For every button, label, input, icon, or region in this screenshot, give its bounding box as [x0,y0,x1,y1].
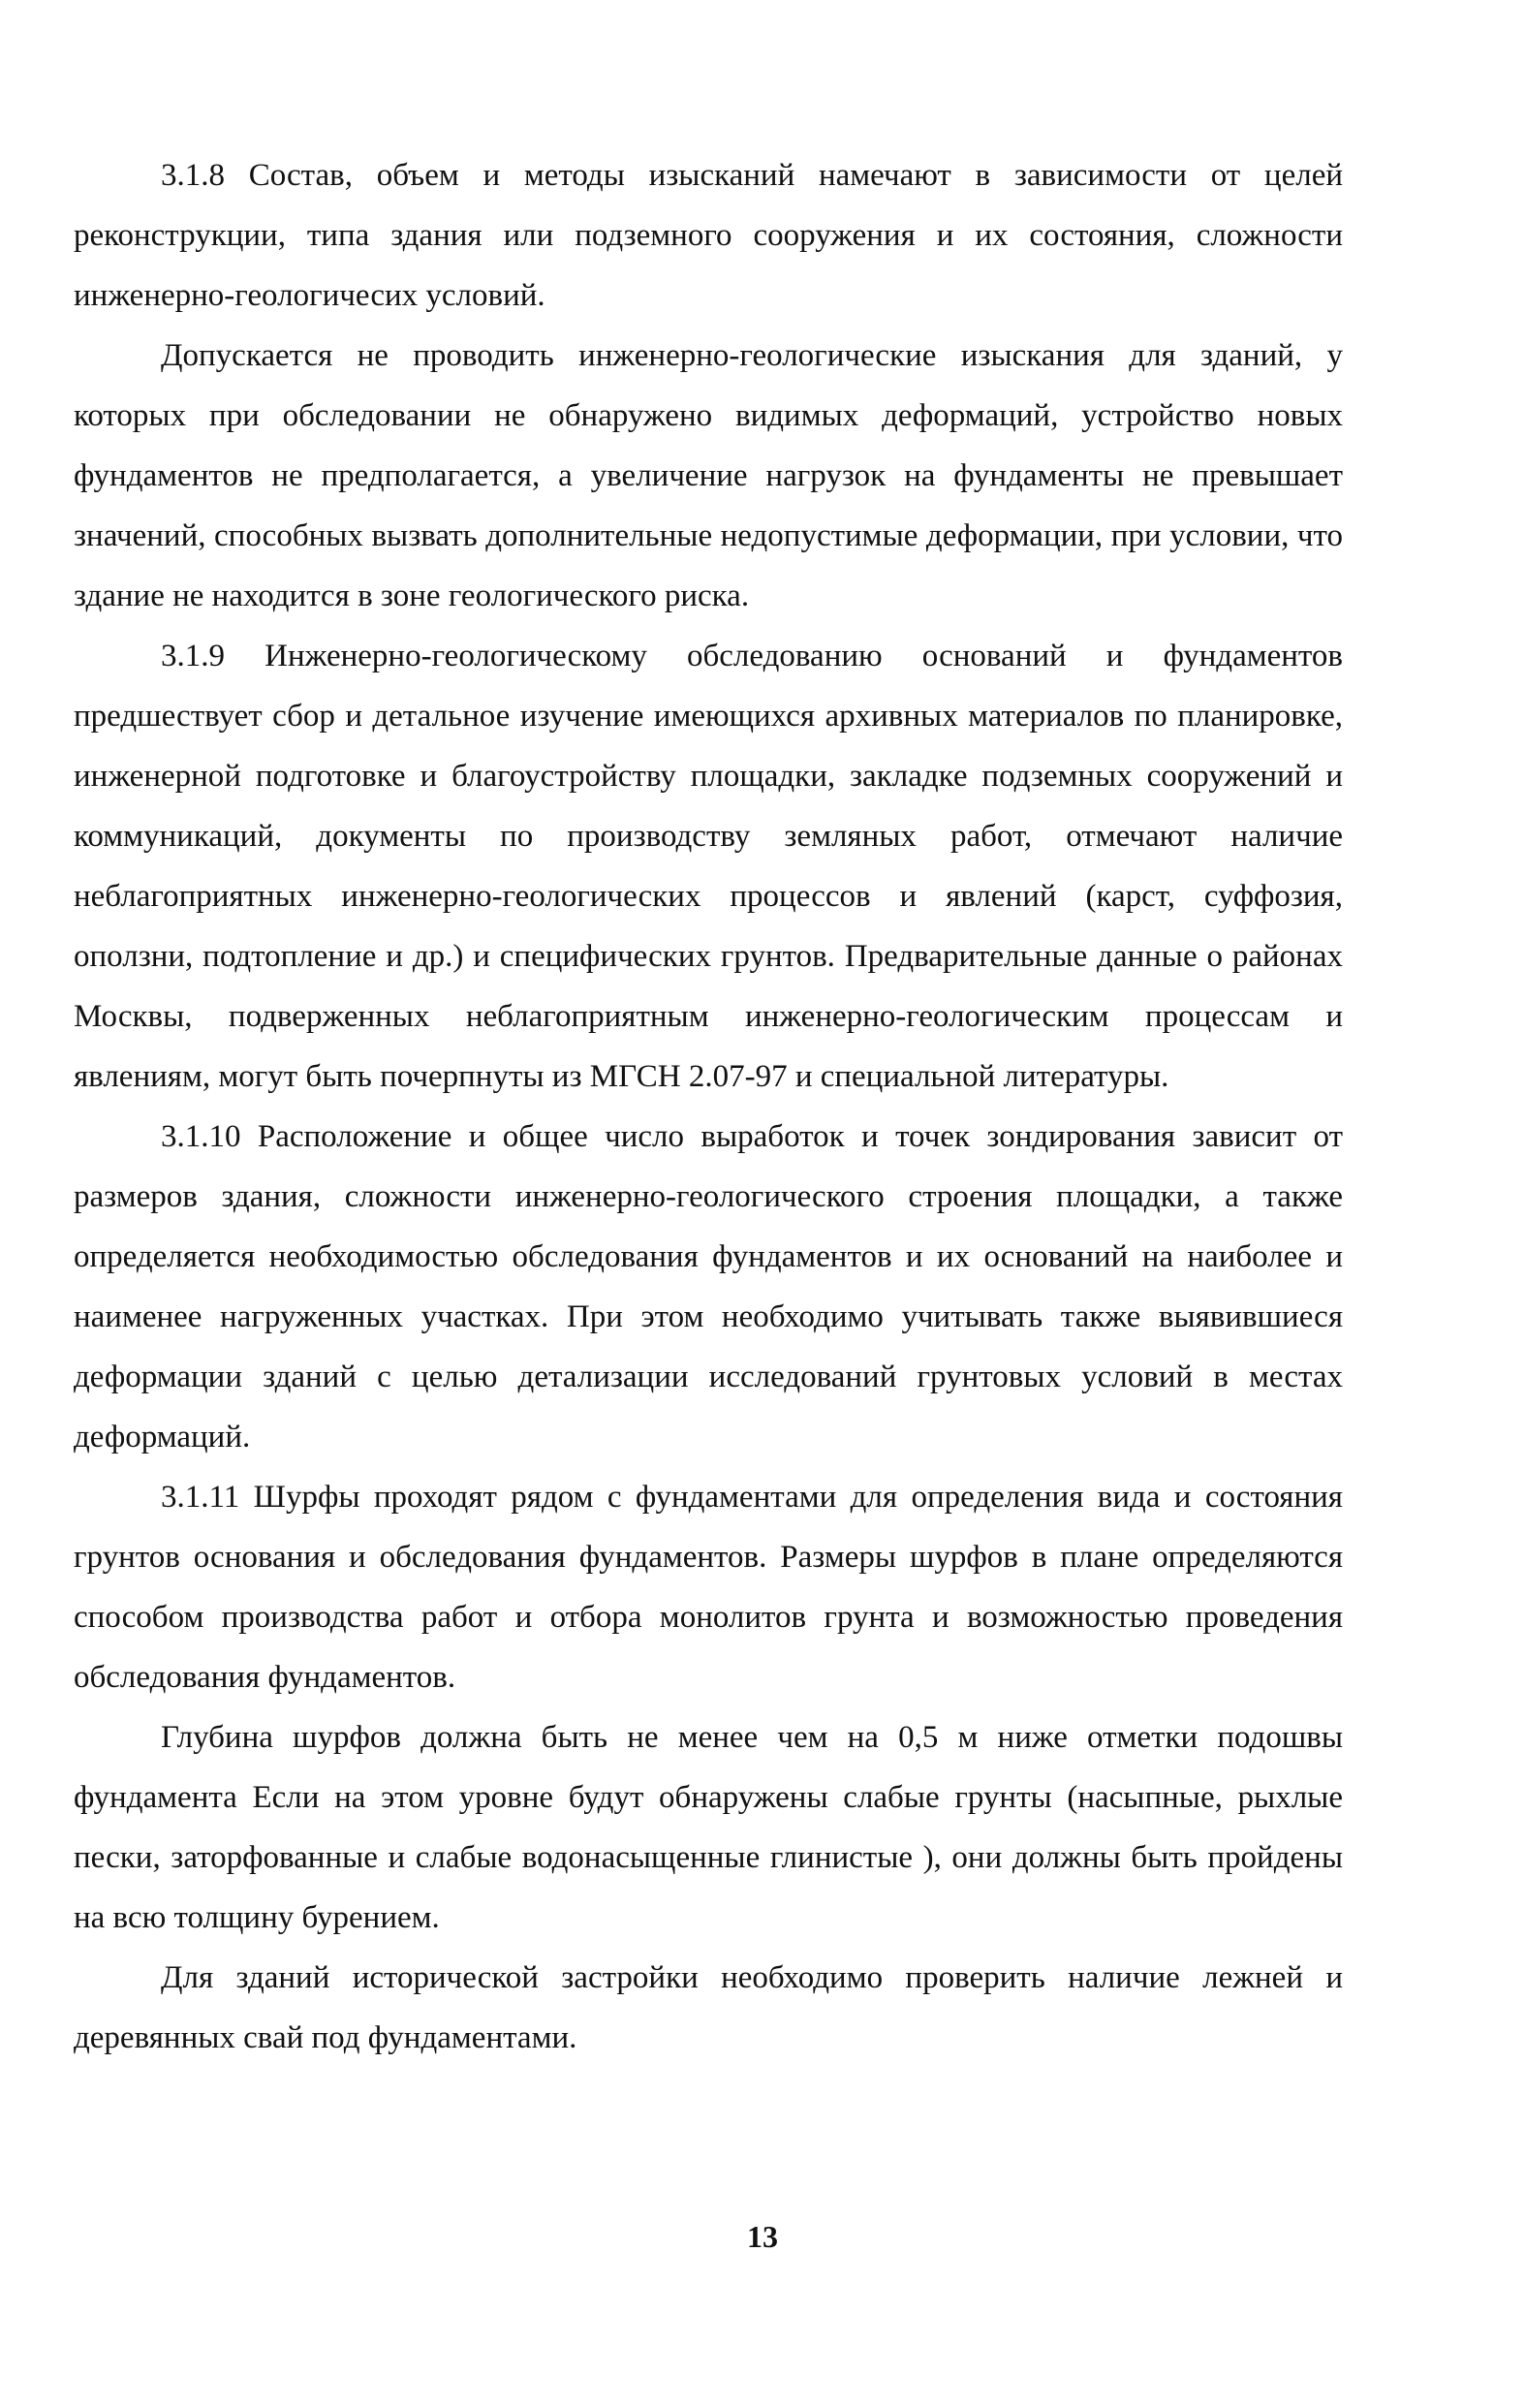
paragraph-3-1-8: 3.1.8 Состав, объем и методы изысканий намечают в зависимости от целей реконструкции, типа здания или подземного сооружения и их состояния, сложности инженерно-геологичесих условий. [74,158,1343,313]
paragraph-historic-buildings: Для зданий исторической застройки необходимо проверить наличие лежней и деревянных свай под фундаментами. [74,1960,1343,2055]
paragraph-3-1-9: 3.1.9 Инженерно-геологическому обследованию оснований и фундаментов предшествует сбор и детальное изучение имеющихся архивных материалов по планировке, инженерной подготовке и благоустройству площадки, закладке подземных сооружений и коммуникаций, документы по производству земляных работ, отмечают наличие неблагоприятных инженерно-геологических процессов и явлений (карст, суффозия, оползни, подтопление и др.) и специфических грунтов. Предварительные данные о районах Москвы, подверженных неблагоприятным инженерно-геологическим процессам и явлениям, могут быть почерпнуты из МГСН 2.07-97 и специальной литературы. [74,639,1343,1094]
paragraph-geology-exemption: Допускается не проводить инженерно-геологические изыскания для зданий, у которых при обследовании не обнаружено видимых деформаций, устройство новых фундаментов не предполагается, а увеличение нагрузок на фундаменты не превышает значений, способных вызвать дополнительные недопустимые деформации, при условии, что здание не находится в зоне геологического риска. [74,338,1343,613]
paragraph-3-1-10: 3.1.10 Расположение и общее число выработок и точек зондирования зависит от размеров здания, сложности инженерно-геологического строения площадки, а также определяется необходимостью обследования фундаментов и их оснований на наиболее и наименее нагруженных участках. При этом необходимо учитывать также выявившиеся деформации зданий с целью детализации исследований грунтовых условий в местах деформаций. [74,1119,1343,1454]
page-number: 13 [747,2219,778,2254]
body-text [74,145,1343,2068]
paragraph-pit-depth: Глубина шурфов должна быть не менее чем на 0,5 м ниже отметки подошвы фундамента Если на этом уровне будут обнаружены слабые грунты (насыпные, рыхлые пески, заторфованные и слабые водонасыщенные глинистые ), они должны быть пройдены на всю толщину бурением. [74,1720,1343,1935]
paragraph-3-1-11: 3.1.11 Шурфы проходят рядом с фундаментами для определения вида и состояния грунтов основания и обследования фундаментов. Размеры шурфов в плане определяются способом производства работ и отбора монолитов грунта и возможностью проведения обследования фундаментов. [74,1480,1343,1695]
